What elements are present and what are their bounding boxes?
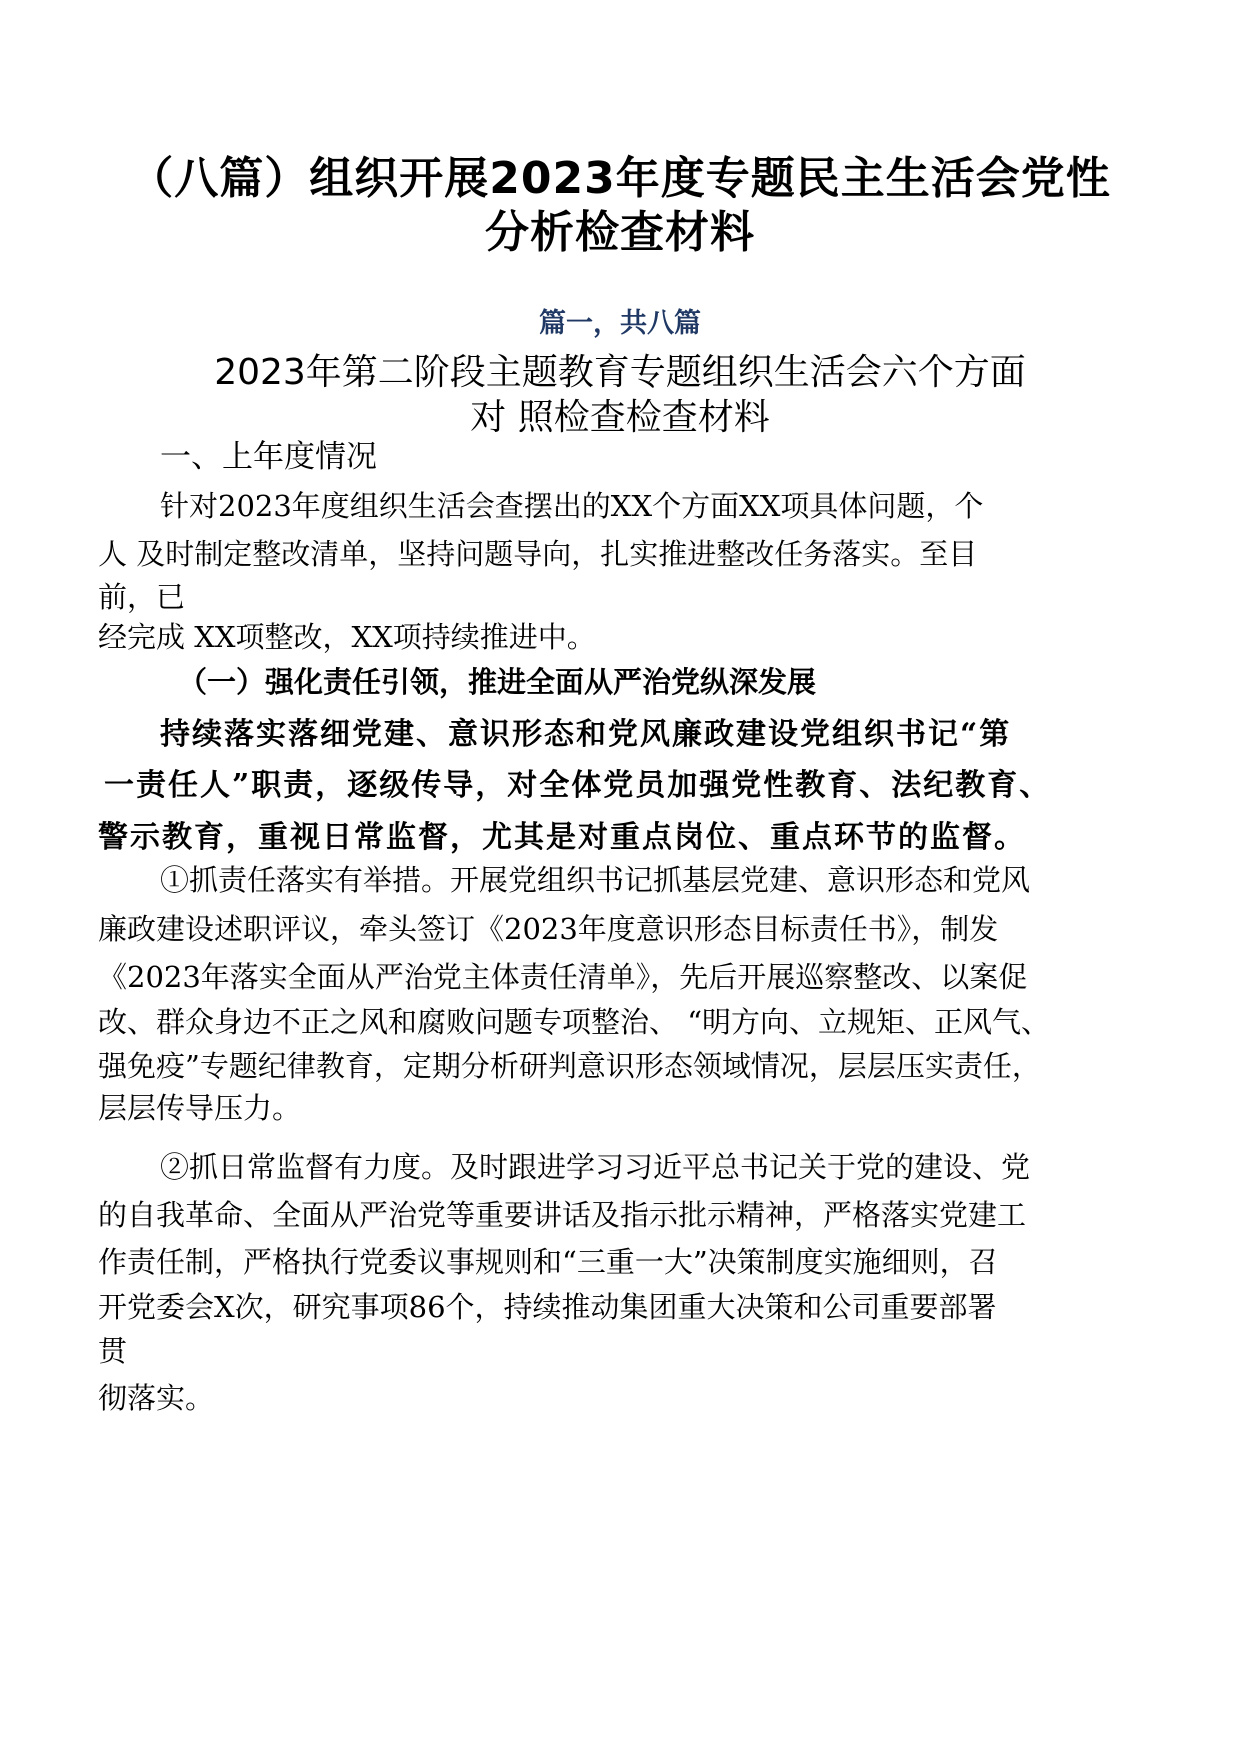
paragraph-2-line-3: 《2023年落实全面从严治党主体责任清单》，先后开展巡察整改、以案促 [98, 960, 1028, 994]
section-title-line-2: 对 照检查检查材料 [470, 397, 770, 438]
paragraph-1-line-3: 前，已 [98, 580, 186, 614]
paragraph-2-line-4: 改、群众身边不正之风和腐败问题专项整治、 “明方向、立规矩、正风气、 [98, 1005, 1051, 1039]
paragraph-2-line-2: 廉政建设述职评议，牵头签订《2023年度意识形态目标责任书》，制发 [98, 912, 999, 946]
heading-1: 一、上年度情况 [160, 439, 377, 475]
paragraph-1-line-2: 人 及时制定整改清单，坚持问题导向，扎实推进整改任务落实。至目 [98, 537, 978, 571]
paragraph-2-line-1: ①抓责任落实有举措。开展党组织书记抓基层党建、意识形态和党风 [160, 863, 1031, 897]
paragraph-2-line-6: 层层传导压力。 [98, 1091, 302, 1125]
paragraph-1-line-4: 经完成 XX项整改，XX项持续推进中。 [98, 620, 596, 654]
bold-paragraph-line-3: 警示教育，重视日常监督，尤其是对重点岗位、重点环节的监督。 [98, 820, 1026, 855]
bold-paragraph-line-1: 持续落实落细党建、意识形态和党风廉政建设党组织书记“第 [160, 717, 1012, 752]
main-title-line-1: （八篇）组织开展2023年度专题民主生活会党性 [129, 153, 1111, 204]
paragraph-1-line-1: 针对2023年度组织生活会查摆出的XX个方面XX项具体问题，个 [160, 489, 984, 523]
paragraph-3-line-4: 开党委会X次，研究事项86个，持续推动集团重大决策和公司重要部署 [98, 1290, 997, 1324]
subheading-1: （一）强化责任引领，推进全面从严治党纵深发展 [178, 665, 817, 699]
paragraph-3-line-6: 彻落实。 [98, 1381, 215, 1415]
paragraph-3-line-1: ②抓日常监督有力度。及时跟进学习习近平总书记关于党的建设、党 [160, 1150, 1031, 1184]
main-title-line-2: 分析检查材料 [485, 207, 755, 258]
subtitle: 篇一，共八篇 [539, 308, 701, 339]
paragraph-2-line-5: 强免疫”专题纪律教育，定期分析研判意识形态领域情况，层层压实责任， [98, 1049, 1041, 1083]
paragraph-3-line-2: 的自我革命、全面从严治党等重要讲话及指示批示精神，严格落实党建工 [98, 1198, 1027, 1232]
bold-paragraph-line-2: 一责任人”职责，逐级传导，对全体党员加强党性教育、法纪教育、 [104, 768, 1052, 803]
section-title-line-1: 2023年第二阶段主题教育专题组织生活会六个方面 [214, 352, 1026, 393]
paragraph-3-line-3: 作责任制，严格执行党委议事规则和“三重一大”决策制度实施细则，召 [98, 1245, 998, 1279]
paragraph-3-line-5: 贯 [98, 1334, 128, 1368]
